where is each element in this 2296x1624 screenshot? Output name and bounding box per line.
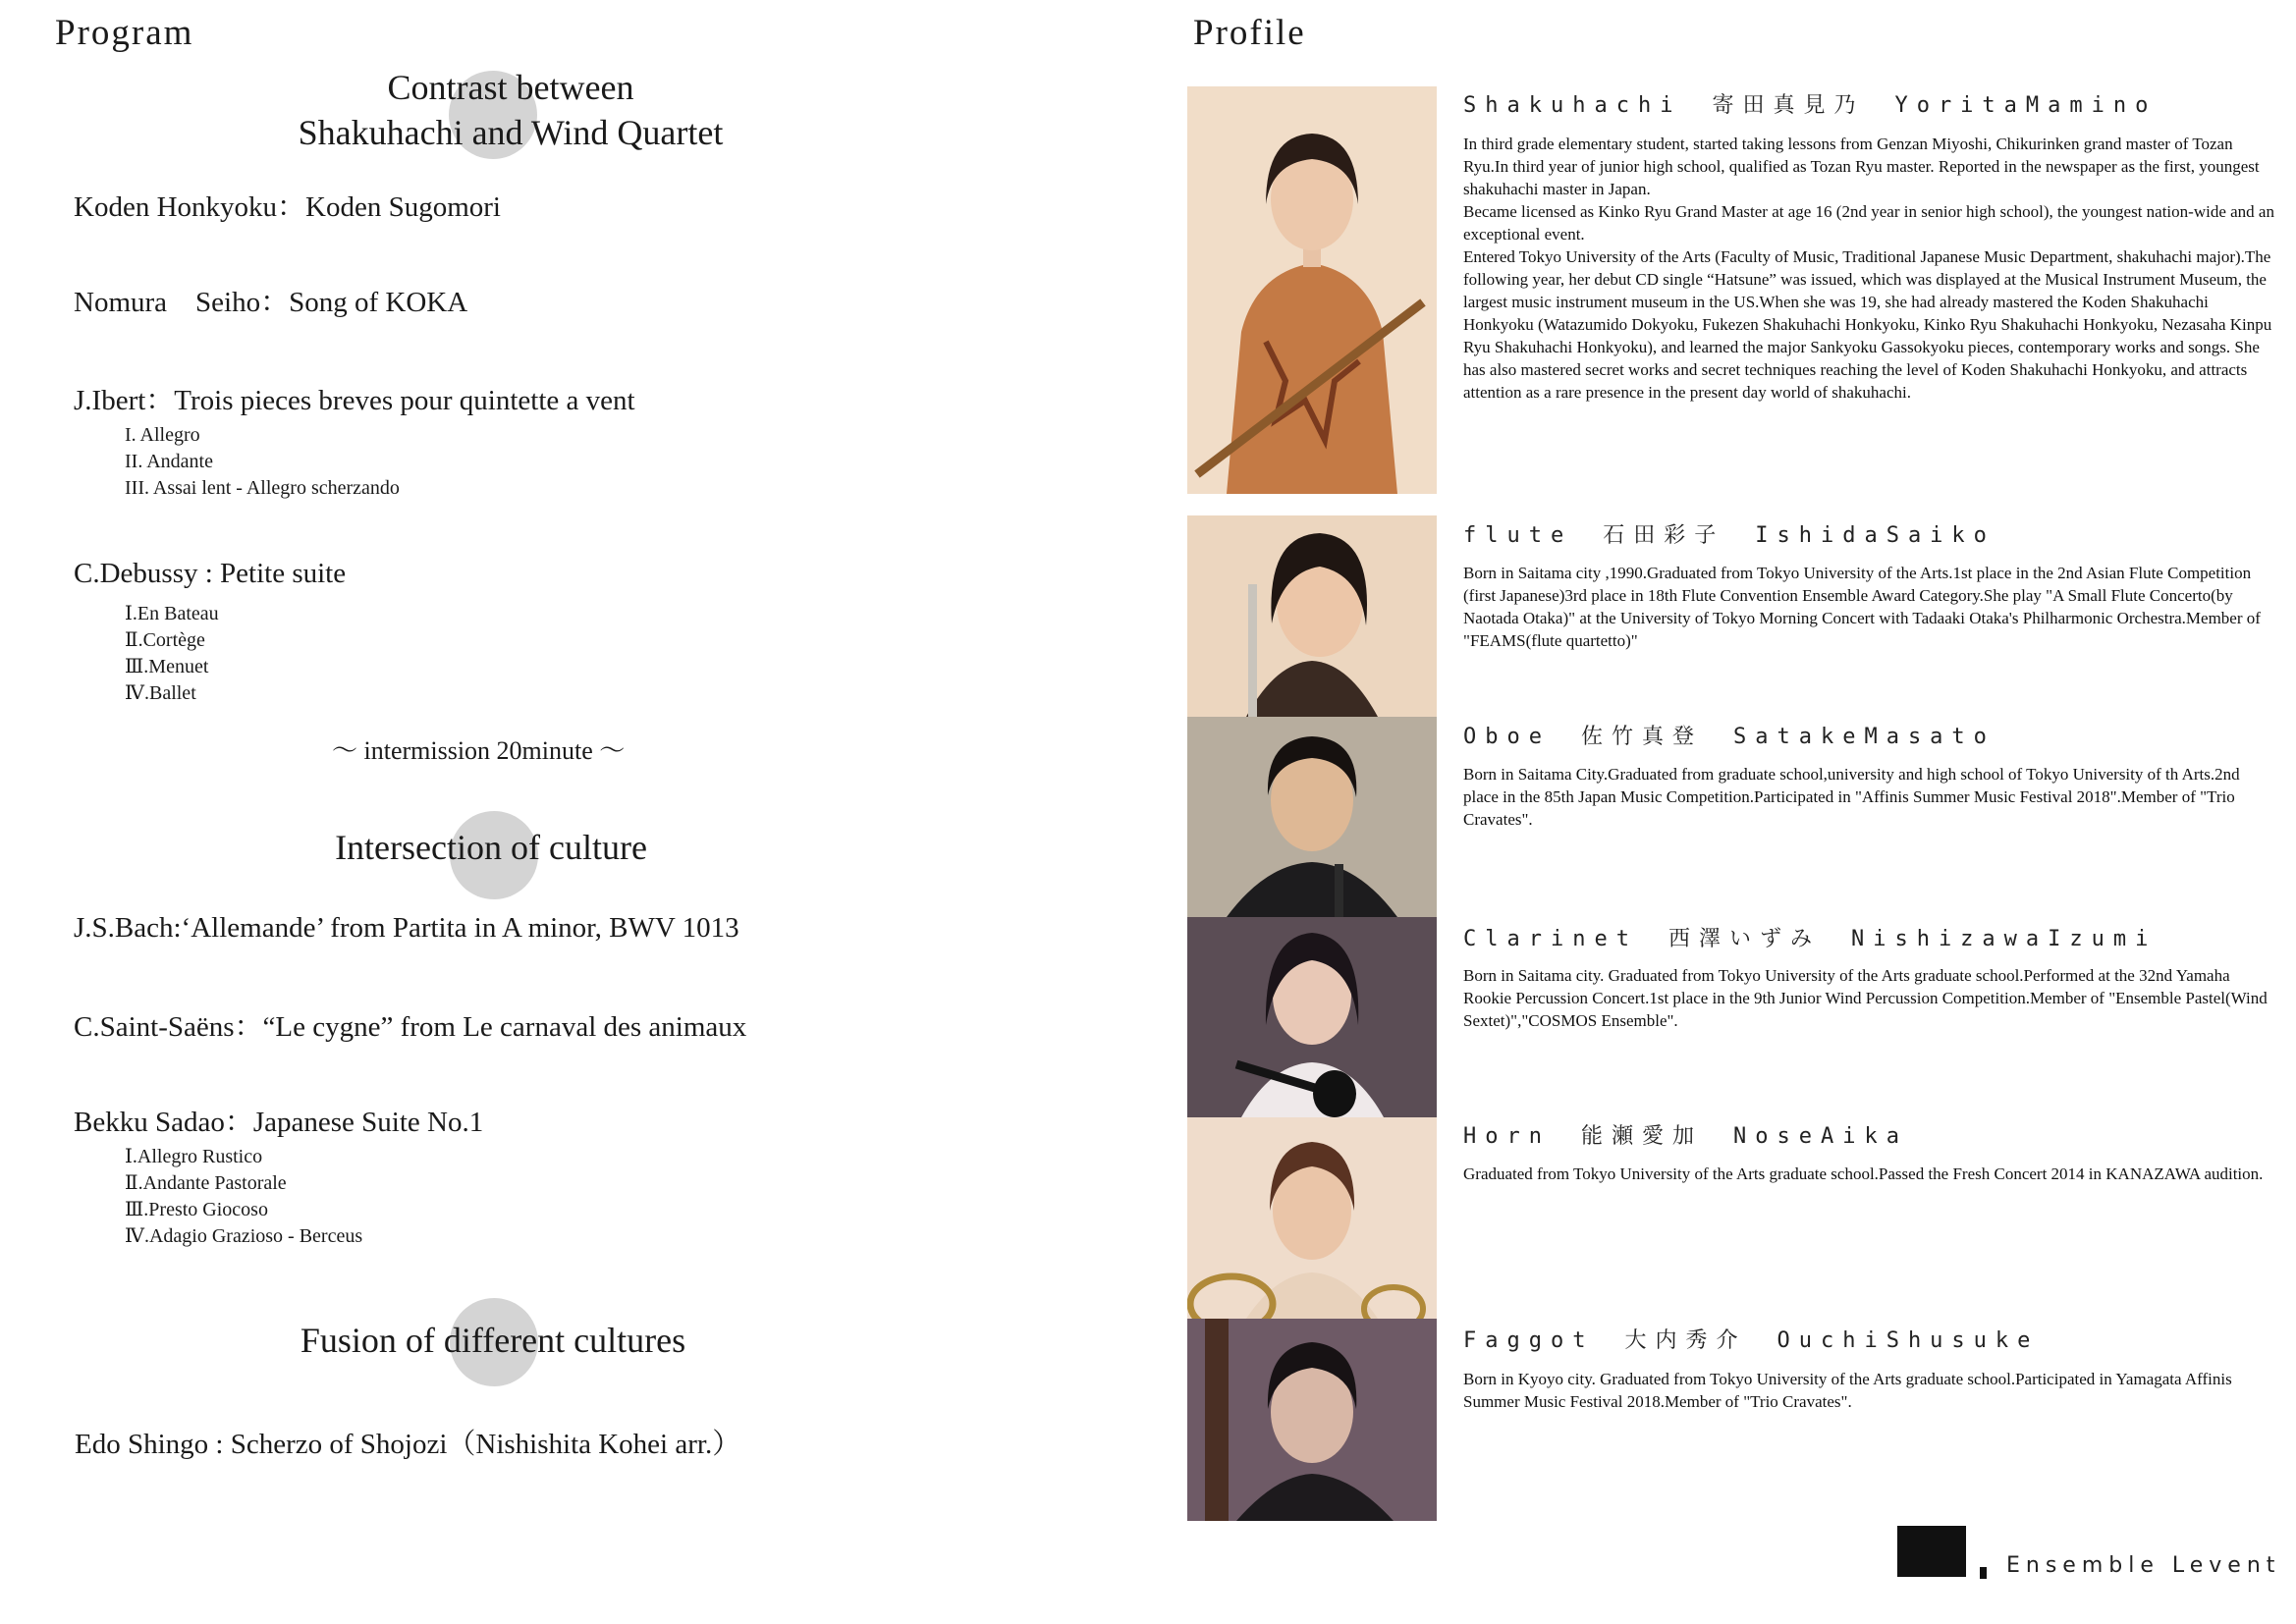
program-piece: J.Ibert：Trois pieces breves pour quintette a vent: [74, 385, 635, 416]
program-piece: J.S.Bach:‘Allemande’ from Partita in A minor, BWV 1013: [74, 912, 739, 944]
portrait-clarinet-photo: [1187, 917, 1437, 1117]
member-bio: Born in Saitama city ,1990.Graduated from Tokyo University of the Arts.1st place in the 2nd Asian Flute Competition (first Japanese)3rd place in 18th Flute Convention Ensemble Award Category.She play "A Small Flute Concerto(by Naotada Otaka)" at the University of Tokyo Morning Concert with Tadaaki Otaka's Philharmonic Orchestra.Member of "FEAMS(flute quartetto)": [1463, 564, 2261, 650]
portrait-faggot-photo: [1187, 1319, 1437, 1521]
ensemble-logo-text: Ensemble Levent: [2006, 1553, 2281, 1578]
ensemble-logo-dot: [1980, 1567, 1987, 1579]
movement: I. Allegro: [125, 424, 200, 446]
movement-list: [125, 1144, 362, 1250]
movement: Ⅲ.Presto Giocoso: [125, 1199, 268, 1220]
section-title: Intersection of culture: [335, 828, 647, 867]
member-bio: Born in Saitama city. Graduated from Tokyo University of the Arts graduate school.Performed at the 32nd Yamaha Rookie Percussion Concert.1st place in the 9th Junior Wind Percussion Competition.Member of "Ensemble Pastel(Wind Sextet)","COSMOS Ensemble".: [1463, 966, 2268, 1030]
profile-heading: Profile: [1193, 13, 1306, 53]
portrait-oboe-photo: [1187, 717, 1437, 917]
movement: III. Assai lent - Allegro scherzando: [125, 477, 400, 499]
member-name: flute 石田彩子 IshidaSaiko: [1463, 523, 1995, 548]
movement: Ⅱ.Cortège: [125, 629, 205, 651]
member-name: Clarinet 西澤いずみ NishizawaIzumi: [1463, 927, 2158, 951]
movement: Ⅰ.Allegro Rustico: [125, 1146, 263, 1167]
program-piece: Edo Shingo : Scherzo of Shojozi（Nishishita Kohei arr.）: [75, 1429, 741, 1460]
program-piece: C.Saint-Saëns：“Le cygne” from Le carnaval des animaux: [74, 1011, 747, 1043]
movement: Ⅳ.Adagio Grazioso - Berceus: [125, 1225, 363, 1247]
program-piece: Nomura Seiho：Song of KOKA: [74, 287, 468, 318]
member-name: Shakuhachi 寄田真見乃 YoritaMamino: [1463, 93, 2158, 118]
portrait-flute-photo: [1187, 515, 1437, 717]
ensemble-logo-mark: [1897, 1526, 1966, 1577]
program-piece: C.Debussy : Petite suite: [74, 558, 347, 589]
movement: Ⅲ.Menuet: [125, 656, 209, 677]
member-name: Faggot 大内秀介 OuchiShusuke: [1463, 1328, 2040, 1353]
movement: Ⅳ.Ballet: [125, 682, 196, 704]
section-title-fusion: [198, 1318, 788, 1363]
program-piece: Koden Honkyoku：Koden Sugomori: [74, 191, 501, 223]
section-title-line2: Shakuhachi and Wind Quartet: [298, 113, 724, 153]
section-title-contrast: [216, 65, 805, 155]
member-bio: Born in Kyoyo city. Graduated from Tokyo University of the Arts graduate school.Participated in Yamagata Affinis Summer Music Festival 2018.Member of "Trio Cravates".: [1463, 1370, 2232, 1411]
member-name: Horn 能瀬愛加 NoseAika: [1463, 1124, 1908, 1149]
member-bio: In third grade elementary student, started taking lessons from Genzan Miyoshi, Chikurinken grand master of Tozan Ryu.In third year of junior high school, qualified as Tozan Ryu master. Reported in the newspaper as the first, youngest shakuhachi master in Japan. Became licensed as Kinko Ryu Grand Master at age 16 (2nd year in senior high school), the youngest nation-wide and an exceptional event. Entered Tokyo University of the Arts (Faculty of Music, Traditional Japanese Music Department, shakuhachi major).The following year, her debut CD single “Hatsune” was issued, which was displayed at the Musical Instrument Museum, the largest music instrument museum in the US.When she was 19, she had already mastered the Koden Shakuhachi Honkyoku (Watazumido Dokyoku, Fukezen Shakuhachi Honkyoku, Kinko Ryu Shakuhachi Honkyoku, Nezasaha Kinpu Ryu Shakuhachi Honkyoku), and learned the major Sankyoku Gassokyoku pieces, contemporary works and songs. She has also mastered secret works and secret techniques reaching the level of Koden Shakuhachi Honkyoku, and attracts attention as a rare presence in the present day world of shakuhachi.: [1463, 135, 2274, 402]
program-piece: Bekku Sadao：Japanese Suite No.1: [74, 1107, 484, 1138]
movement: II. Andante: [125, 451, 213, 472]
movement: Ⅰ.En Bateau: [125, 603, 219, 624]
movement: Ⅱ.Andante Pastorale: [125, 1172, 287, 1194]
member-bio: Graduated from Tokyo University of the Arts graduate school.Passed the Fresh Concert 2014 in KANAZAWA audition.: [1463, 1164, 2264, 1183]
section-title-intersection: [196, 825, 786, 870]
movement-list: [125, 601, 219, 707]
member-name: Oboe 佐竹真登 SatakeMasato: [1463, 725, 1995, 749]
intermission-note: ～ intermission 20minute ～: [332, 736, 626, 765]
section-title-line1: Contrast between: [387, 68, 634, 107]
section-title: Fusion of different cultures: [300, 1321, 686, 1360]
member-bio: Born in Saitama City.Graduated from graduate school,university and high school of Tokyo University of th Arts.2nd place in the 85th Japan Music Competition.Participated in "Affinis Summer Music Festival 2018".Member of "Trio Cravates".: [1463, 765, 2240, 829]
portrait-shakuhachi-photo: [1187, 86, 1437, 494]
movement-list: [125, 422, 400, 502]
portrait-horn-photo: [1187, 1117, 1437, 1319]
program-heading: Program: [55, 13, 194, 53]
